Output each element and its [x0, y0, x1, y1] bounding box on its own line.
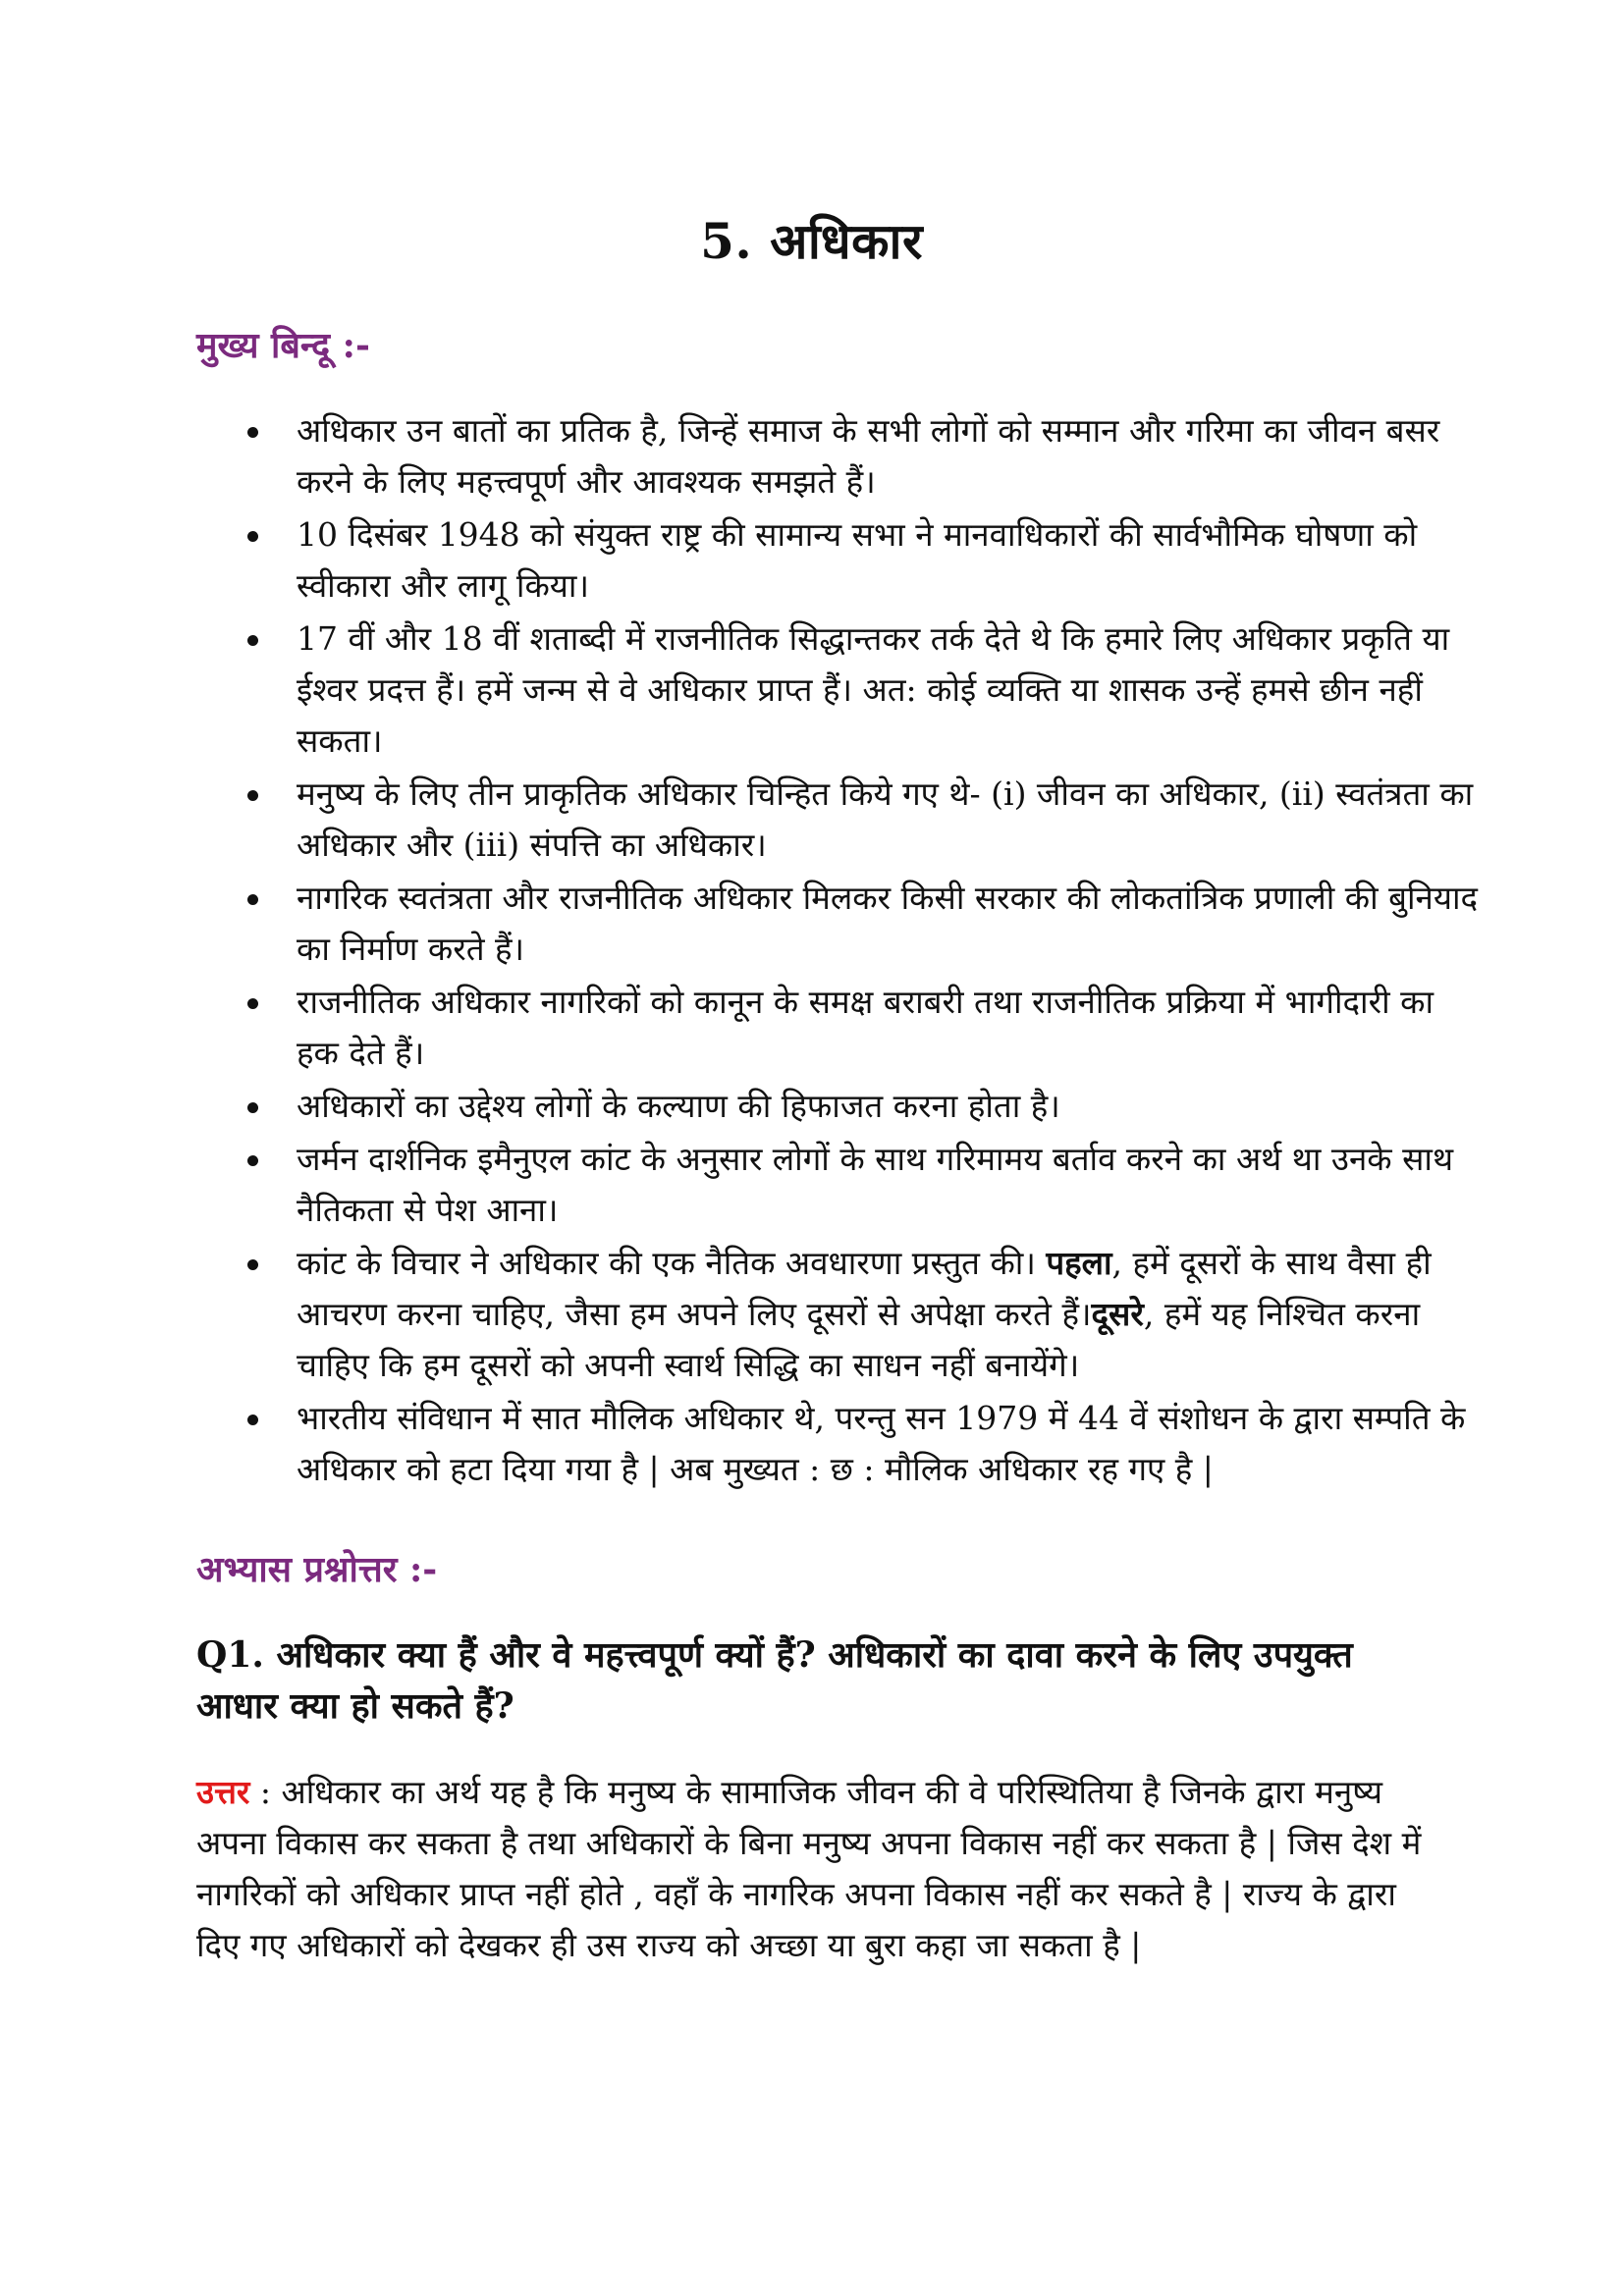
practice-heading: अभ्यास प्रश्नोत्तर :-	[196, 1549, 438, 1590]
list-item: 10 दिसंबर 1948 को संयुक्त राष्ट्र की सामान्य सभा ने मानवाधिकारों की सार्वभौमिक घोषणा को स्वीकारा और लागू किया।	[247, 509, 1480, 612]
answer-1	[196, 1767, 1443, 1971]
list-item: नागरिक स्वतंत्रता और राजनीतिक अधिकार मिलकर किसी सरकार की लोकतांत्रिक प्रणाली की बुनियाद का निर्माण करते हैं।	[247, 873, 1480, 975]
answer-text: : अधिकार का अर्थ यह है कि मनुष्य के सामाजिक जीवन की वे परिस्थितिया है जिनके द्वारा मनुष्य अपना विकास कर सकता है तथा अधिकारों के बिना मनुष्य अपना विकास नहीं कर सकता है | जिस देश में नागरिकों को अधिकार प्राप्त नहीं होते , वहाँ के नागरिक अपना विकास नहीं कर सकते है | राज्य के द्वारा दिए गए अधिकारों को देखकर ही उस राज्य को अच्छा या बुरा कहा जा सकता है |	[196, 1773, 1422, 1964]
main-points-list	[247, 405, 1480, 1495]
chapter-title: 5. अधिकार	[700, 212, 923, 270]
list-item: 17 वीं और 18 वीं शताब्दी में राजनीतिक सिद्धान्तकर तर्क देते थे कि हमारे लिए अधिकार प्रकृति या ईश्वर प्रदत्त हैं। हमें जन्म से वे अधिकार प्राप्त हैं। अत: कोई व्यक्ति या शासक उन्हें हमसे छीन नहीं सकता।	[247, 614, 1480, 767]
question-1: Q1. अधिकार क्या हैं और वे महत्त्वपूर्ण क्यों हैं? अधिकारों का दावा करने के लिए उपयुक्त आधार क्या हो सकते हैं?	[196, 1634, 1353, 1727]
list-item: मनुष्य के लिए तीन प्राकृतिक अधिकार चिन्हित किये गए थे- (i) जीवन का अधिकार, (ii) स्वतंत्रता का अधिकार और (iii) संपत्ति का अधिकार।	[247, 769, 1480, 871]
list-item-kant	[247, 1238, 1480, 1391]
kant-bold-second: दूसरे	[1091, 1295, 1144, 1333]
kant-text-2: , हमें दूसरों के साथ वैसा ही आचरण करना चाहिए, जैसा हम अपने लिए दूसरों से अपेक्षा करते हैं।	[297, 1244, 1432, 1333]
list-item: भारतीय संविधान में सात मौलिक अधिकार थे, परन्तु सन 1979 में 44 वें संशोधन के द्वारा सम्पति के अधिकार को हटा दिया गया है | अब मुख्यत : छ : मौलिक अधिकार रह गए है |	[247, 1393, 1480, 1495]
kant-bold-first: पहला	[1046, 1244, 1112, 1282]
list-item: राजनीतिक अधिकार नागरिकों को कानून के समक्ष बराबरी तथा राजनीतिक प्रक्रिया में भागीदारी का हक देते हैं।	[247, 977, 1480, 1079]
list-item: जर्मन दार्शनिक इमैनुएल कांट के अनुसार लोगों के साथ गरिमामय बर्ताव करने का अर्थ था उनके साथ नैतिकता से पेश आना।	[247, 1134, 1480, 1236]
list-item: अधिकारों का उद्देश्य लोगों के कल्याण की हिफाजत करना होता है।	[247, 1081, 1480, 1132]
main-points-heading: मुख्य बिन्दू :-	[196, 325, 370, 366]
list-item: अधिकार उन बातों का प्रतिक है, जिन्हें समाज के सभी लोगों को सम्मान और गरिमा का जीवन बसर करने के लिए महत्त्वपूर्ण और आवश्यक समझते हैं।	[247, 405, 1480, 507]
answer-label: उत्तर	[196, 1773, 250, 1811]
kant-text-1: कांट के विचार ने अधिकार की एक नैतिक अवधारणा प्रस्तुत की।	[297, 1244, 1047, 1282]
kant-text-3: , हमें यह निश्चित करना चाहिए कि हम दूसरों को अपनी स्वार्थ सिद्धि का साधन नहीं बनायेंगे।	[297, 1295, 1421, 1384]
practice-section	[196, 1544, 1623, 1971]
